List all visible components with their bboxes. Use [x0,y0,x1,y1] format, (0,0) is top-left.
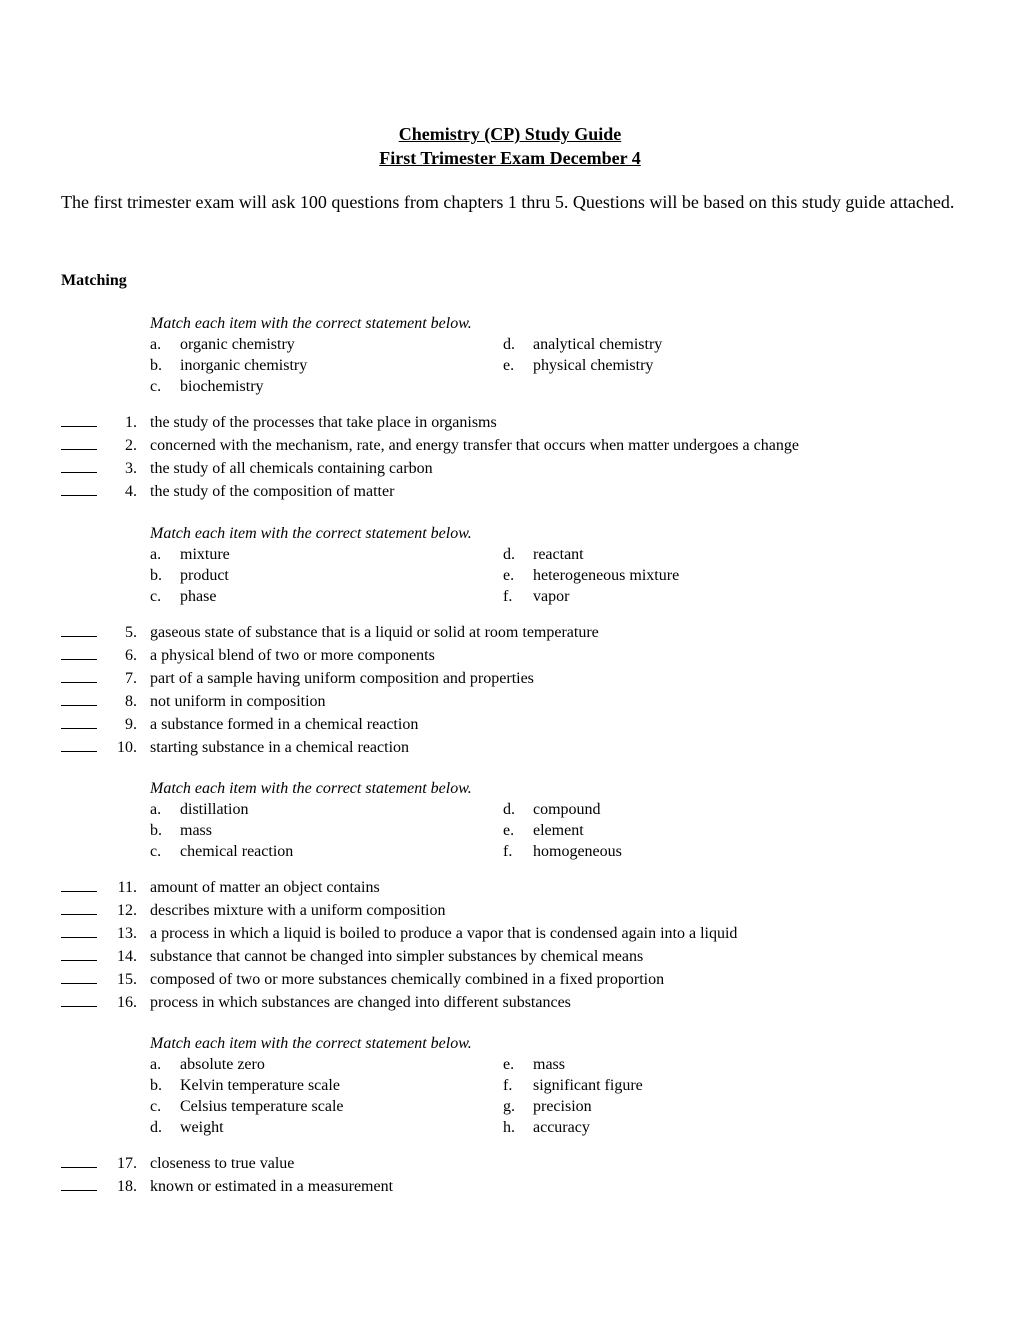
answer-blank[interactable] [61,877,97,892]
answer-blank[interactable] [61,1153,97,1168]
question-text: process in which substances are changed into different substances [150,994,571,1011]
option-letter: a. [150,336,162,353]
option-text: product [180,567,229,584]
question-number: 5. [125,624,137,641]
question-item [61,458,433,479]
option-letter: f. [503,588,513,605]
option-letter: d. [503,546,515,563]
option-item [503,1055,565,1075]
option-text: Celsius temperature scale [180,1098,344,1115]
option-item [150,356,307,376]
option-text: chemical reaction [180,843,294,860]
answer-blank[interactable] [61,645,97,660]
option-text: element [533,822,584,839]
question-text: the study of all chemicals containing carbon [150,460,433,477]
option-letter: e. [503,1056,515,1073]
question-number: 18. [117,1178,137,1195]
question-text: describes mixture with a uniform composition [150,902,446,919]
option-letter: g. [503,1098,515,1115]
question-number: 1. [125,414,137,431]
option-letter: d. [503,336,515,353]
question-number: 13. [117,925,137,942]
option-text: vapor [533,588,570,605]
answer-blank[interactable] [61,946,97,961]
option-letter: e. [503,822,515,839]
question-text: concerned with the mechanism, rate, and energy transfer that occurs when matter undergoes a change [150,437,799,454]
option-letter: b. [150,357,162,374]
question-text: closeness to true value [150,1155,295,1172]
question-item [61,691,326,712]
option-item [503,335,662,355]
group-instruction: Match each item with the correct statement below. [150,525,472,542]
question-number: 10. [117,739,137,756]
option-item [150,545,230,565]
question-text: a process in which a liquid is boiled to produce a vapor that is condensed again into a liquid [150,925,738,942]
question-item [61,992,571,1013]
option-text: absolute zero [180,1056,265,1073]
question-item [61,435,799,456]
group-instruction: Match each item with the correct statement below. [150,315,472,332]
question-item [61,668,534,689]
answer-blank[interactable] [61,900,97,915]
option-text: precision [533,1098,592,1115]
option-item [503,356,653,376]
question-text: gaseous state of substance that is a liquid or solid at room temperature [150,624,599,641]
question-number: 2. [125,437,137,454]
option-letter: a. [150,546,162,563]
answer-blank[interactable] [61,481,97,496]
question-number: 7. [125,670,137,687]
question-number: 17. [117,1155,137,1172]
question-number: 3. [125,460,137,477]
option-text: inorganic chemistry [180,357,308,374]
answer-blank[interactable] [61,737,97,752]
option-item [150,587,216,607]
question-text: known or estimated in a measurement [150,1178,394,1195]
option-text: biochemistry [180,378,264,395]
question-item [61,969,664,990]
question-item [61,946,643,967]
option-letter: a. [150,1056,162,1073]
answer-blank[interactable] [61,992,97,1007]
question-number: 9. [125,716,137,733]
option-item [150,842,293,862]
question-text: starting substance in a chemical reaction [150,739,410,756]
option-text: accuracy [533,1119,590,1136]
option-letter: b. [150,822,162,839]
question-text: the study of the composition of matter [150,483,395,500]
option-letter: a. [150,801,162,818]
option-item [503,1097,592,1117]
option-text: mixture [180,546,230,563]
question-item [61,1153,294,1174]
option-item [503,587,569,607]
question-item [61,923,737,944]
answer-blank[interactable] [61,691,97,706]
option-letter: f. [503,843,513,860]
page-title: Chemistry (CP) Study Guide [398,124,622,144]
option-text: distillation [180,801,249,818]
option-letter: e. [503,567,515,584]
option-text: weight [180,1119,224,1136]
option-text: mass [533,1056,565,1073]
question-item [61,622,599,643]
question-item [61,1176,393,1197]
question-item [61,877,380,898]
question-item [61,645,435,666]
option-text: reactant [533,546,584,563]
option-item [150,1076,340,1096]
option-text: compound [533,801,601,818]
group-instruction: Match each item with the correct statement below. [150,780,472,797]
answer-blank[interactable] [61,923,97,938]
question-text: substance that cannot be changed into simpler substances by chemical means [150,948,644,965]
question-text: the study of the processes that take place in organisms [150,414,497,431]
option-letter: d. [503,801,515,818]
option-item [503,821,584,841]
question-item [61,714,418,735]
option-letter: c. [150,378,162,395]
option-item [503,1118,590,1138]
question-text: composed of two or more substances chemically combined in a fixed proportion [150,971,665,988]
question-text: part of a sample having uniform composition and properties [150,670,534,687]
section-label-matching: Matching [61,272,127,289]
option-item [150,800,248,820]
question-number: 8. [125,693,137,710]
option-item [150,1118,224,1138]
option-letter: d. [150,1119,162,1136]
question-item [61,481,394,502]
option-item [150,1097,344,1117]
question-text: a physical blend of two or more components [150,647,435,664]
question-item [61,412,497,433]
option-item [503,566,679,586]
answer-blank[interactable] [61,458,97,473]
question-number: 14. [117,948,137,965]
option-text: organic chemistry [180,336,295,353]
option-text: heterogeneous mixture [533,567,680,584]
option-text: mass [180,822,212,839]
answer-blank[interactable] [61,969,97,984]
answer-blank[interactable] [61,435,97,450]
answer-blank[interactable] [61,668,97,683]
option-item [150,335,295,355]
question-number: 6. [125,647,137,664]
page-subtitle: First Trimester Exam December 4 [379,148,641,168]
answer-blank[interactable] [61,622,97,637]
option-letter: c. [150,1098,162,1115]
answer-blank[interactable] [61,1176,97,1191]
question-text: a substance formed in a chemical reaction [150,716,419,733]
option-text: Kelvin temperature scale [180,1077,340,1094]
option-text: phase [180,588,217,605]
option-item [150,821,212,841]
question-item [61,737,409,758]
option-item [150,377,264,397]
answer-blank[interactable] [61,714,97,729]
intro-paragraph: The first trimester exam will ask 100 questions from chapters 1 thru 5. Questions will be based on this study guide attached. [61,192,955,212]
option-item [150,566,229,586]
question-number: 15. [117,971,137,988]
question-number: 11. [117,879,137,896]
question-number: 16. [117,994,137,1011]
option-letter: c. [150,843,162,860]
option-letter: b. [150,567,162,584]
option-item [503,545,584,565]
option-item [503,1076,643,1096]
option-item [503,800,601,820]
option-text: homogeneous [533,843,622,860]
option-letter: c. [150,588,162,605]
question-text: amount of matter an object contains [150,879,380,896]
option-letter: e. [503,357,515,374]
group-instruction: Match each item with the correct statement below. [150,1035,472,1052]
option-letter: f. [503,1077,513,1094]
question-number: 4. [125,483,137,500]
question-number: 12. [117,902,137,919]
question-text: not uniform in composition [150,693,326,710]
answer-blank[interactable] [61,412,97,427]
option-letter: b. [150,1077,162,1094]
option-item [150,1055,265,1075]
question-item [61,900,446,921]
option-text: significant figure [533,1077,643,1094]
option-item [503,842,622,862]
option-text: analytical chemistry [533,336,663,353]
option-text: physical chemistry [533,357,654,374]
option-letter: h. [503,1119,515,1136]
